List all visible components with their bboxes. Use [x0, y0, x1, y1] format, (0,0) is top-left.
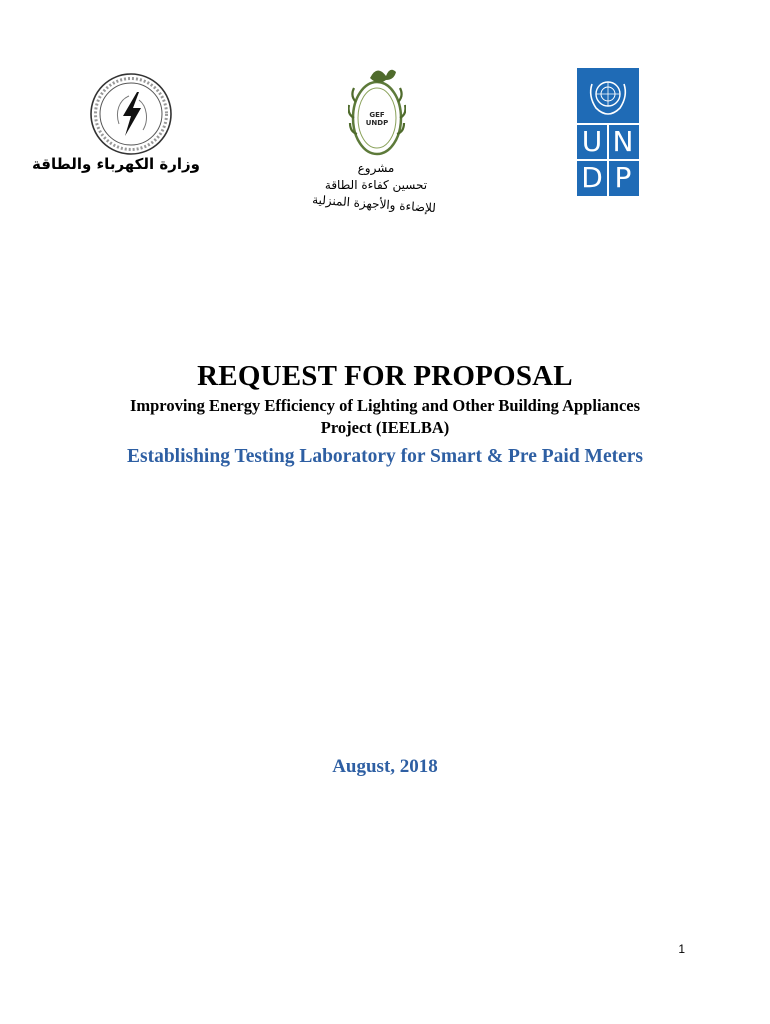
- document-date: August, 2018: [332, 756, 438, 777]
- project-subtitle-line-1: Improving Energy Efficiency of Lighting and Other Building Appliances: [129, 396, 641, 415]
- undp-letter-n: N: [612, 125, 634, 158]
- un-emblem-icon: [585, 74, 631, 116]
- project-subtitle-line-2: Project (IEELBA): [320, 418, 450, 437]
- ministry-caption: وزارة الكهرباء والطاقة: [32, 155, 200, 173]
- gef-arabic-line-2: تحسين كفاءة الطاقة: [324, 178, 428, 192]
- gef-arabic-line-1: مشروع: [357, 161, 395, 175]
- gef-undp-logo: [311, 60, 437, 216]
- gef-badge: [364, 111, 390, 127]
- gef-arabic-line-3: للإضاءة والأجهزة المنزلية: [311, 192, 437, 216]
- page-number: 1: [678, 942, 685, 956]
- undp-badge-text: UNDP: [365, 119, 389, 127]
- gef-badge-text: GEF: [369, 111, 385, 119]
- ministry-logo: [32, 68, 202, 180]
- undp-letter-p: P: [614, 161, 632, 194]
- document-title: REQUEST FOR PROPOSAL: [197, 360, 573, 392]
- undp-letter-d: D: [581, 161, 603, 194]
- undp-logo: [577, 68, 639, 196]
- lightning-bolt-seal-icon: [89, 72, 173, 156]
- undp-letter-u: U: [581, 125, 603, 158]
- rfp-heading: Establishing Testing Laboratory for Smart & Pre Paid Meters: [126, 446, 643, 467]
